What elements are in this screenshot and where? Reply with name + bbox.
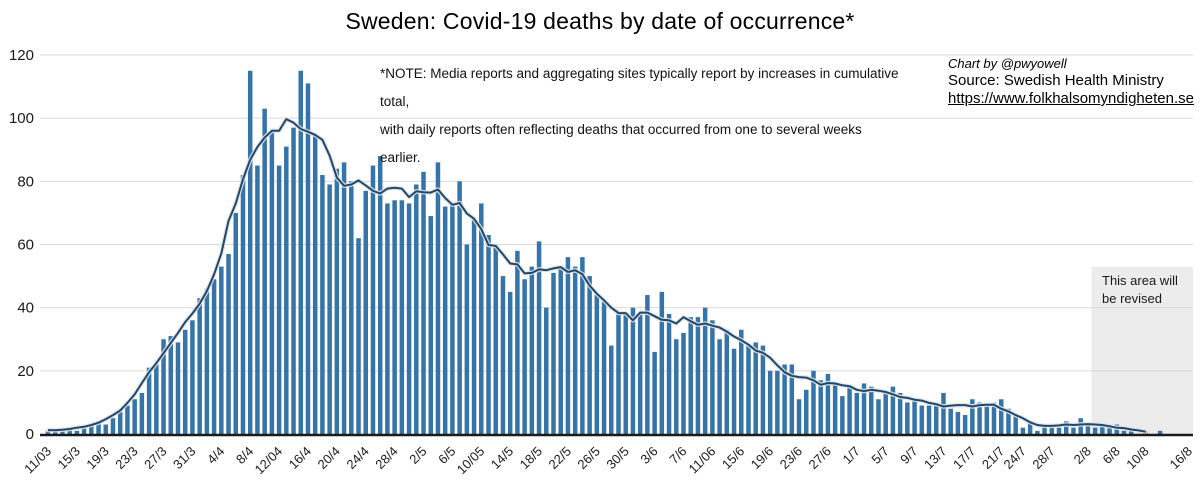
bar	[616, 314, 621, 434]
bar	[934, 406, 939, 434]
bar	[963, 415, 968, 434]
x-axis-label: 9/7	[897, 443, 921, 467]
x-axis-label: 19/3	[83, 443, 112, 473]
bar	[638, 314, 643, 434]
x-axis-label: 12/04	[251, 443, 286, 478]
y-axis-label: 100	[8, 110, 34, 128]
bar	[869, 387, 874, 434]
bar	[985, 406, 990, 434]
bar	[667, 314, 672, 434]
bar	[493, 245, 498, 435]
bar	[226, 254, 231, 434]
bar	[421, 172, 426, 434]
bar	[580, 257, 585, 434]
bar	[1057, 428, 1062, 434]
bar	[566, 257, 571, 434]
bar	[602, 301, 607, 434]
bar	[486, 235, 491, 434]
bar	[356, 238, 361, 434]
bar	[761, 346, 766, 434]
bar	[342, 162, 347, 434]
bar	[804, 390, 809, 434]
bar	[450, 203, 455, 434]
bar	[378, 156, 383, 434]
bar	[400, 200, 405, 434]
note-line-1: *NOTE: Media reports and aggregating sites typically report by increases in cumulative total,	[380, 66, 899, 109]
bar	[284, 147, 289, 434]
bar	[876, 399, 881, 434]
bar	[768, 371, 773, 434]
x-axis-label: 11/06	[685, 443, 719, 477]
bar	[140, 393, 145, 434]
bar	[797, 399, 802, 434]
bar	[255, 166, 260, 434]
bar	[948, 409, 953, 434]
bar	[855, 393, 860, 434]
bar	[248, 71, 253, 434]
x-axis-label: 28/7	[1029, 443, 1058, 473]
bar	[912, 399, 917, 434]
bar	[710, 320, 715, 434]
bar	[392, 200, 397, 434]
bar	[652, 352, 657, 434]
bar	[472, 219, 477, 434]
bar	[428, 216, 433, 434]
y-axis-label: 120	[8, 47, 34, 64]
bar	[313, 134, 318, 434]
bar	[335, 169, 340, 434]
credit-chart-by: Chart by @pwyowell	[948, 56, 1067, 71]
bar	[327, 184, 332, 434]
bar	[1050, 428, 1055, 434]
bar	[219, 267, 224, 434]
page-title: Sweden: Covid-19 deaths by date of occurrence*	[345, 8, 855, 34]
bar	[544, 308, 549, 434]
bar	[241, 175, 246, 434]
bar	[197, 298, 202, 434]
bar	[1021, 428, 1026, 434]
x-axis-label: 16/4	[285, 443, 315, 473]
bar	[840, 396, 845, 434]
revised-area-note: This area will be revised	[1102, 273, 1178, 306]
bar	[530, 267, 535, 434]
note-block	[380, 60, 900, 172]
bar	[674, 339, 679, 434]
bar	[515, 251, 520, 434]
bar	[457, 181, 462, 434]
x-axis-label: 15/6	[718, 443, 748, 473]
y-axis-label: 80	[17, 173, 34, 191]
bar	[111, 418, 116, 434]
x-axis-label: 21/7	[978, 443, 1008, 473]
bar	[905, 402, 910, 434]
bar	[703, 308, 708, 434]
x-axis-label: 11/03	[21, 443, 55, 477]
x-axis-label: 31/3	[170, 443, 199, 473]
bar	[818, 380, 823, 434]
x-axis-label: 23/6	[776, 443, 806, 473]
x-axis-label: 2/8	[1070, 443, 1095, 467]
credit-block	[948, 55, 1193, 108]
credit-source-link[interactable]: https://www.folkhalsomyndigheten.se	[948, 90, 1194, 107]
y-axis-label: 60	[17, 236, 34, 254]
bar	[717, 339, 722, 434]
bar	[999, 399, 1004, 434]
x-axis-label: 17/7	[949, 443, 979, 473]
bar	[363, 191, 368, 434]
bar	[941, 393, 946, 434]
bar	[696, 317, 701, 434]
bar	[551, 273, 556, 434]
bar	[753, 342, 758, 434]
x-axis-label: 19/6	[747, 443, 777, 473]
bar	[956, 412, 961, 434]
bar	[154, 365, 159, 434]
bar	[414, 184, 419, 434]
bar	[169, 336, 174, 434]
x-axis-label: 20/4	[314, 443, 343, 473]
bar	[501, 276, 506, 434]
x-axis-label: 22/5	[545, 443, 575, 473]
bar	[75, 431, 80, 434]
x-axis-label: 3/6	[637, 443, 661, 467]
x-axis-label: 4/4	[204, 443, 228, 467]
bar	[320, 175, 325, 434]
x-axis-label: 28/4	[372, 443, 401, 473]
x-axis-label: 13/7	[921, 443, 950, 473]
bar	[291, 128, 296, 434]
bar	[660, 292, 665, 434]
bar	[371, 166, 376, 434]
x-axis-label: 27/6	[805, 443, 835, 473]
note-line-2: with daily reports often reflecting deaths that occurred from one to several weeks earlier.	[380, 122, 862, 165]
bar	[1093, 428, 1098, 434]
bar	[277, 166, 282, 434]
bar	[212, 279, 217, 434]
bar	[833, 383, 838, 434]
bar	[132, 399, 137, 434]
bar	[847, 387, 852, 434]
bar	[732, 349, 737, 434]
bar	[508, 292, 513, 434]
y-axis-label: 0	[25, 426, 34, 443]
x-axis-label: 24/7	[1000, 443, 1030, 473]
bar	[775, 371, 780, 434]
x-axis-label: 10/8	[1123, 443, 1152, 473]
bar	[573, 267, 578, 434]
x-axis-label: 2/5	[406, 443, 430, 467]
bar	[623, 314, 628, 434]
bar	[587, 276, 592, 434]
bar	[927, 406, 932, 434]
bar	[270, 131, 275, 434]
x-axis-label: 24/4	[343, 443, 372, 473]
bar	[234, 213, 239, 434]
bar	[1071, 428, 1076, 434]
bar	[385, 203, 390, 434]
x-axis-label: 6/5	[435, 443, 459, 467]
bar	[262, 109, 267, 434]
x-axis-label: 10/05	[453, 443, 488, 478]
bar	[443, 207, 448, 434]
bar	[306, 83, 311, 434]
bar	[465, 245, 470, 435]
bar	[1035, 431, 1040, 434]
bar	[104, 425, 109, 434]
x-axis-label: 16/8	[1166, 443, 1196, 473]
x-axis-label: 30/5	[603, 443, 632, 473]
x-axis-label: 5/7	[868, 443, 892, 467]
x-axis-label: 26/5	[574, 443, 603, 473]
bar	[739, 330, 744, 434]
bar	[349, 181, 354, 434]
bar	[125, 406, 129, 434]
x-axis-label: 27/3	[141, 443, 170, 473]
bar	[609, 346, 614, 434]
x-axis-label: 1/7	[839, 443, 863, 467]
credit-source: Source: Swedish Health Ministry	[948, 72, 1164, 89]
bar	[190, 320, 195, 434]
bar	[118, 412, 123, 434]
bar	[725, 330, 730, 434]
bar	[522, 279, 527, 434]
bar	[920, 406, 925, 434]
bar	[1122, 431, 1127, 434]
x-axis-label: 8/4	[232, 443, 257, 467]
x-axis-label: 23/3	[112, 443, 141, 473]
bar	[436, 162, 441, 434]
bar	[883, 393, 888, 434]
bar	[688, 317, 693, 434]
x-axis-label: 6/8	[1099, 443, 1123, 467]
bar	[205, 289, 210, 434]
y-axis-label: 40	[17, 299, 34, 317]
bar	[407, 203, 412, 434]
bar	[558, 267, 563, 434]
bar	[183, 330, 188, 434]
x-axis-label: 15/3	[54, 443, 84, 473]
bar	[176, 342, 181, 434]
x-axis-label: 7/6	[666, 443, 690, 467]
x-axis-label: 18/5	[516, 443, 546, 473]
bar	[681, 333, 686, 434]
bar	[1158, 431, 1163, 434]
x-axis-label: 14/5	[487, 443, 517, 473]
bar	[746, 346, 751, 434]
bar	[631, 308, 636, 434]
y-axis-label: 20	[17, 362, 34, 380]
bar	[595, 295, 600, 434]
